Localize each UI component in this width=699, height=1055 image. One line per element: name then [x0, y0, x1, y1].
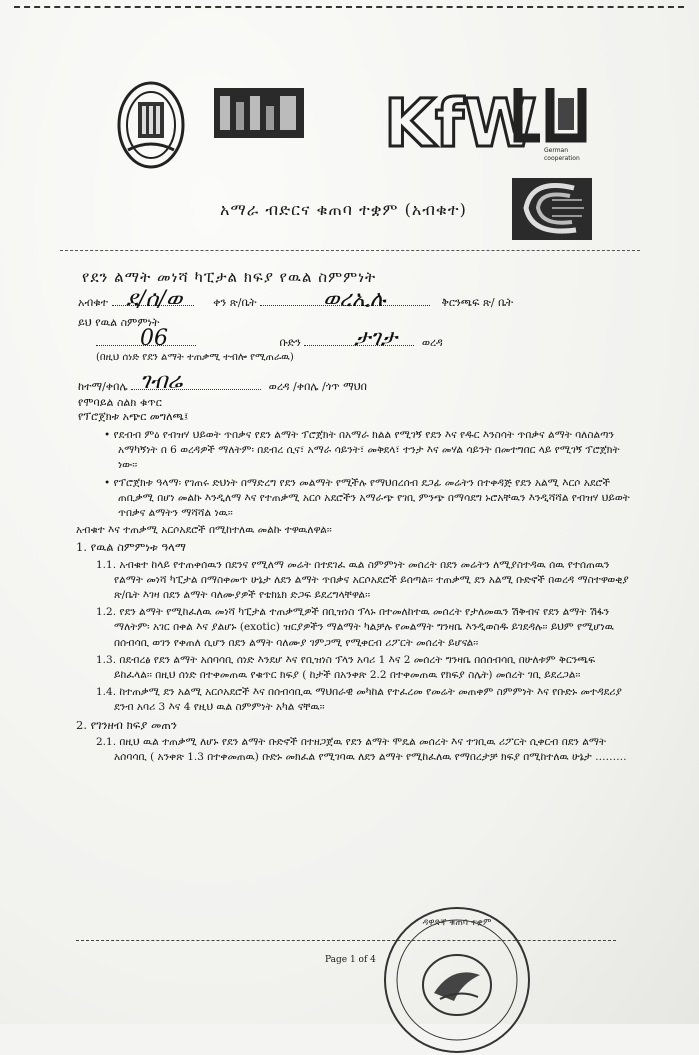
savings-bank-logo — [512, 178, 592, 240]
coop-logo-text-1: German — [544, 147, 569, 154]
section-2-heading: 2. የገንዘብ ክፍያ መጠን — [76, 717, 177, 732]
form-line-5 — [78, 380, 367, 394]
item-2-1: 2.1. በዚህ ዉል ተጠቃሚ ለሆኑ የደን ልማት ቡድኖች በተዘጋጀዉ የደን ልማት ሞዴል መሰረት እና ተገቢዉ ሪፖርት ሲቀርብ በደን ልማት አሰባሳቢ ( አንቀጽ 1.3 በተቀመጠዉ) ቡድኑ መክፈል የሚገባዉ ለደን ልማት የሚከፈለዉ የማበረታቻ ክፍያ በሚከተለዉ ሁኔታ ……… — [96, 735, 627, 764]
registration-label: የሞባይል ስልክ ቁጥር — [78, 396, 162, 409]
coop-logo-text-2: cooperation — [544, 155, 580, 162]
section-1-heading: 1. የዉል ስምምነቱ ዓላማ — [76, 540, 186, 555]
logo-row — [110, 78, 600, 173]
official-stamp — [382, 905, 532, 1055]
forest-value: ታገታ — [354, 326, 398, 351]
top-dashed-border — [14, 6, 684, 8]
item-1-3: 1.3. በደብረፅ የደን ልማት አሰባሳቢ ሰነድ እንደሆ እና የቢዝነስ ፕላን አባሪ 1 እና 2 መሰረት ግንዛቤ በሰሰብሳቢ በሁለቱም ቅርንጫፍ ይከፈላል፡፡ በዚህ ሰነድ በተቀመጠዉ የቁጥር ክፍያ ( ከታች በአንቀጽ 2.2 በተቀመጠዉ የክፍያ ስሌት) መሰረት ገቢ ይደረጋል፡፡ — [96, 653, 596, 682]
background-paragraph-2: • የፕሮጀክቱ ዓላማ፡ የገጠሩ ድህነት በማድረግ የደን መልማት የሚችሉ የማህበረሰብ ደጋፊ መሬትን በተቀዳጅ የደን አልሚ እርሶ አደሮች ጠቢቃሚ በሆነ መልኩ እንዲለማ እና የተጠቃሚ አርሶ አደሮችን አማራጭ የገቢ ምንጭ በማሳደግ ኑሮአቸዉን እንዲሻሻል የብዝሃ ህይወት ጥበቃና ልማትን ማሻሻል ነዉ፡፡ — [104, 476, 630, 520]
document-title: የደን ልማት መነሻ ካፒታል ክፍያ የዉል ስምምነት — [82, 268, 377, 286]
regional-seal-logo — [116, 80, 186, 170]
organization-label: ቅርንጫፍ ጽ/ ቤት — [441, 296, 514, 309]
partner-logo — [214, 88, 304, 138]
item-1-1: 1.1. አብቁተ ከላይ የተጠቀሰዉን በደንና የሚለማ መሬት በተደገፈ ዉል ስምምነት መሰረት በደን መሬትን ለሚያስተዳዉ ሰዉ የተሰጠዉን የልማት መነሻ ካፒታል በማስቀመጥ ሁኔታ ለደን ልማት ጥበቃና አርሶአደሮች ይሰጣል፡፡ ተጠቃሚ ደን አልሚ ቡድኖች በወረዳ ማስተዋወቂያ ጽ/ቤት እገዛ በደን ልማት ባለሙያዎች የቴክኒክ ድጋፍ ይደረግላቸዋል፡፡ — [96, 558, 629, 602]
item-1-2: 1.2. የደን ልማት የሚከፈለዉ መነሻ ካፒታል ተጠቃሚዎች በቢዝነስ ፕላኑ በተመለከተዉ መሰረት የታለመዉን ሽቅብና የደን ልማት ሽፋን ማለትም፡ አገር በቀል እና ያልሆኑ (exotic) ዝርያዎችን ማልማት ካልቻሉ የመልማት ግንዛቤ እንዲወስዱ ይገደዳሉ፡፡ ይህም የሚሆነዉ በሰብሳቢ ወገን የቀጠለ ሲሆን በደን ልማት ባለሙያ ገምጋሚ የሚቀርብ ሪፖርት መሰረት ይሆናል፡፡ — [96, 606, 614, 649]
agreement-body — [76, 428, 636, 767]
location-value: ገብሬ — [140, 369, 183, 394]
forest-label: ቡድን — [279, 336, 301, 349]
header-divider — [60, 250, 640, 251]
date-label: አብቁተ — [78, 296, 109, 309]
form-note: (በዚህ ሰነድ የደን ልማት ተጠቃሚ ተብሎ የሚጠራዉ) — [96, 352, 294, 363]
agreement-intro: አብቁተ እና ተጠቃሚ አርሶአደሮች በሚከተለዉ መልኩ ተዋዉለዋል፡፡ — [76, 524, 332, 537]
contract-no-label: ይህ የዉል ስምምነት — [78, 316, 160, 329]
kebele-value: ወረኢሉ — [323, 287, 386, 312]
contract-no-value: 06 — [140, 326, 168, 351]
footer-divider — [76, 940, 616, 941]
organization-title: አማራ ብድርና ቁጠባ ተቋም (አብቁተ) — [220, 200, 467, 219]
woreda-label: ወረዳ — [421, 336, 443, 349]
kfw-logo — [382, 84, 537, 162]
date-value: ደ/ሰ/ወ — [126, 287, 183, 312]
kfw-logo-text: KfW — [384, 85, 537, 162]
woreda-kebele-label: ወረዳ /ቀበሌ /ጎጥ ማህበ — [268, 380, 367, 393]
background-heading: የፕሮጀክቱ አጭር መግለጫ፤ — [78, 410, 189, 423]
stamp-text: ዳዋድኛ ቁጠባ ተቋም — [422, 918, 492, 928]
cooperation-logo — [510, 78, 590, 168]
item-1-4: 1.4. ከተጠቃሚ ደን አልሚ አርሶአደሮች እና በሰብሳቢዉ ማህበራዊ መካከል የተፈረመ የመሬት መጠቀም ስምምነት እና የቡድኑ መተዳደሪያ ደንብ አባሪ 3 እና 4 የዚህ ዉል ስምምነት አካል ናቸዉ፡፡ — [96, 686, 622, 714]
kebele-label: ቀን ጽ/ቤት — [213, 296, 257, 309]
page-number: Page 1 of 4 — [325, 955, 376, 965]
background-paragraph-1: • የደብብ ምዕ የብዝሃ ህይወት ጥበቃና የደን ልማት ፕሮጀክት በአማራ ክልል የሚገኝ የደን እና የዱር እንስሳት ጥበቃና ልማት ባለስልጣን አማካኝነት በ 6 ወረዳዎች ማለትም፡ በደብረ ሲና፣ አማራ ሳይንት፣ መቅደላ፣ ተንታ እና መሃል ሳይንት በመተግበር ላይ የሚገኝ ፕሮጀክት ነው፡፡ — [104, 429, 620, 472]
location-label: ከተማ/ቀበሌ — [78, 380, 128, 393]
